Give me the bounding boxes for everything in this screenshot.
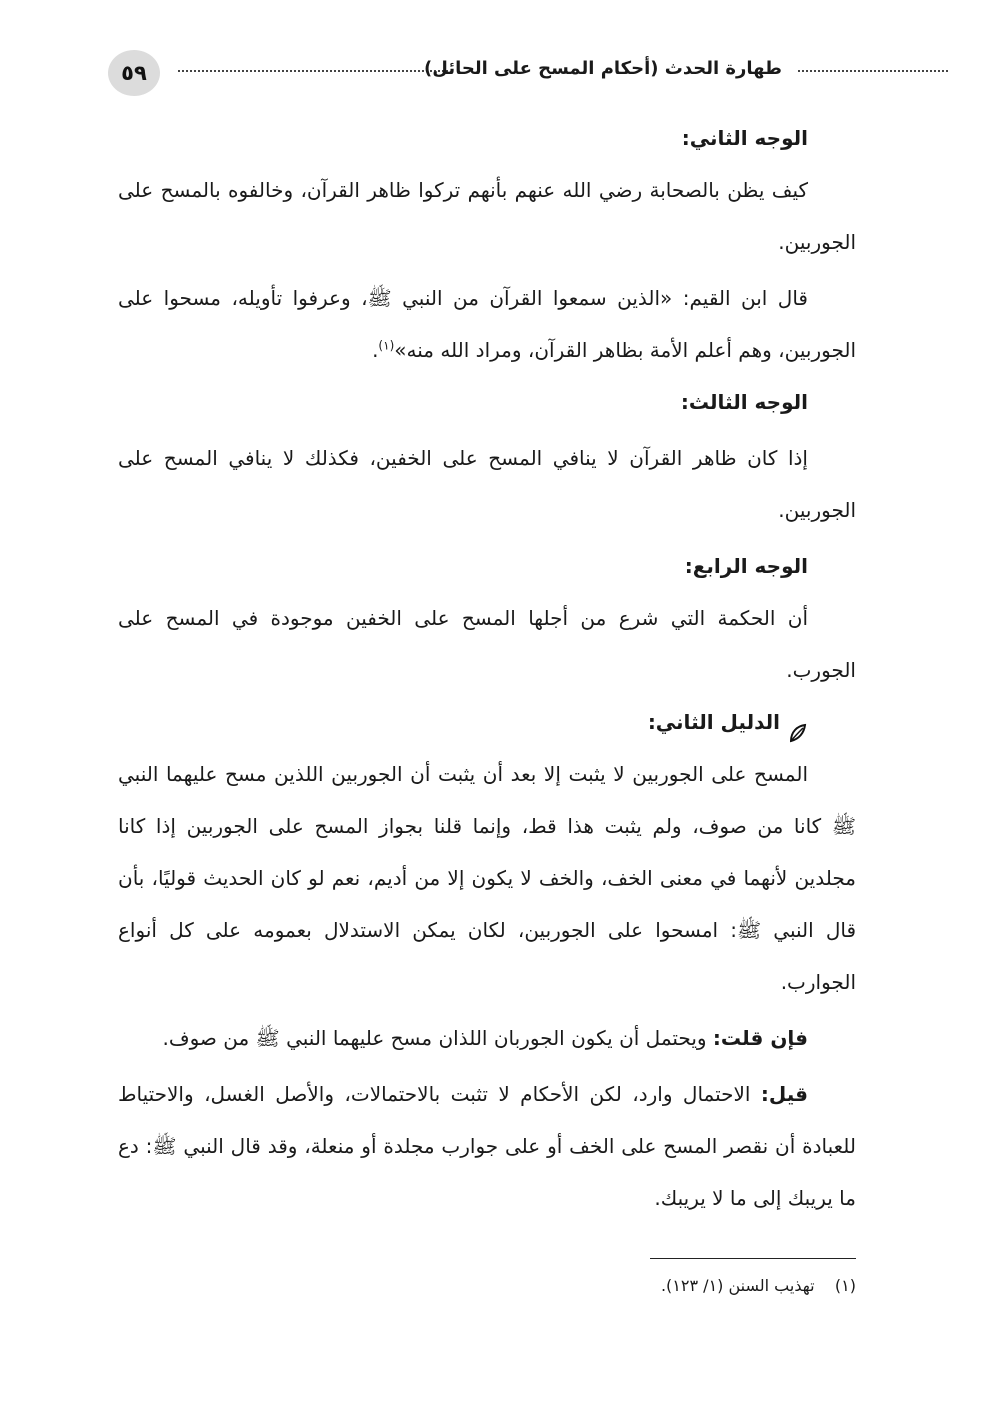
footnote-number: (١): [834, 1276, 856, 1295]
footnote-separator: [650, 1258, 856, 1259]
leaf-ornament-icon: [788, 711, 808, 733]
footnote-reference[interactable]: (١): [378, 338, 395, 353]
header-dotted-leader-right: [798, 70, 948, 72]
main-text: [118, 112, 856, 1224]
wajh4-heading: الوجه الرابع:: [684, 554, 808, 578]
objection-paragraph: [118, 1012, 856, 1064]
dalil2-paragraph: المسح على الجوربين لا يثبت إلا بعد أن يثبت أن الجوربين اللذين مسح عليهما النبي ﷺ كانا من صوف، ولم يثبت هذا قط، وإنما قلنا بجواز المسح على الجوربين إذا كانا مجلدين لأنهما في معنى الخف، والخف لا يكون إلا من أديم، نعم لو كان الحديث قوليًا، بأن قال النبي ﷺ: امسحوا على الجوربين، لكان يمكن الاستدلال بعمومه على كل أنواع الجوارب.: [118, 762, 856, 994]
ibn-qayyim-paragraph: [118, 272, 856, 376]
running-title: طهارة الحدث (أحكام المسح على الحائل): [424, 58, 782, 79]
ibn-qayyim-end: .: [372, 338, 379, 362]
footnote-text: تهذيب السنن (١/ ١٢٣).: [660, 1276, 815, 1295]
reply-label: قيل:: [760, 1082, 808, 1106]
wajh2-heading: الوجه الثاني:: [681, 126, 808, 150]
reply-paragraph: [118, 1068, 856, 1224]
objection-label: فإن قلت:: [712, 1026, 808, 1050]
wajh3-heading: الوجه الثالث:: [680, 390, 808, 414]
wajh4-paragraph: أن الحكمة التي شرع من أجلها المسح على الخفين موجودة في المسح على الجورب.: [118, 606, 856, 682]
objection-text: ويحتمل أن يكون الجوربان اللذان مسح عليهما النبي ﷺ من صوف.: [162, 1026, 713, 1050]
ibn-qayyim-quote: قال ابن القيم: «الذين سمعوا القرآن من النبي ﷺ، وعرفوا تأويله، مسحوا على الجوربين، وهم أعلم الأمة بظاهر القرآن، ومراد الله منه»: [118, 286, 856, 362]
page-number: ٥٩: [108, 50, 160, 96]
dalil2-heading: [118, 696, 856, 748]
footnote: [500, 1276, 856, 1295]
reply-text: الاحتمال وارد، لكن الأحكام لا تثبت بالاحتمالات، والأصل الغسل، والاحتياط للعبادة أن نقصر المسح على الخف أو على جوارب مجلدة أو منعلة، وقد قال النبي ﷺ: دع ما يريبك إلى ما لا يريبك.: [118, 1082, 856, 1210]
running-header: [108, 50, 856, 96]
wajh2-paragraph: كيف يظن بالصحابة رضي الله عنهم بأنهم تركوا ظاهر القرآن، وخالفوه بالمسح على الجوربين.: [118, 178, 856, 254]
header-dotted-leader-left: [178, 70, 448, 72]
dalil2-heading-text: الدليل الثاني:: [647, 710, 780, 734]
wajh3-paragraph: إذا كان ظاهر القرآن لا ينافي المسح على الخفين، فكذلك لا ينافي المسح على الجوربين.: [118, 446, 856, 522]
